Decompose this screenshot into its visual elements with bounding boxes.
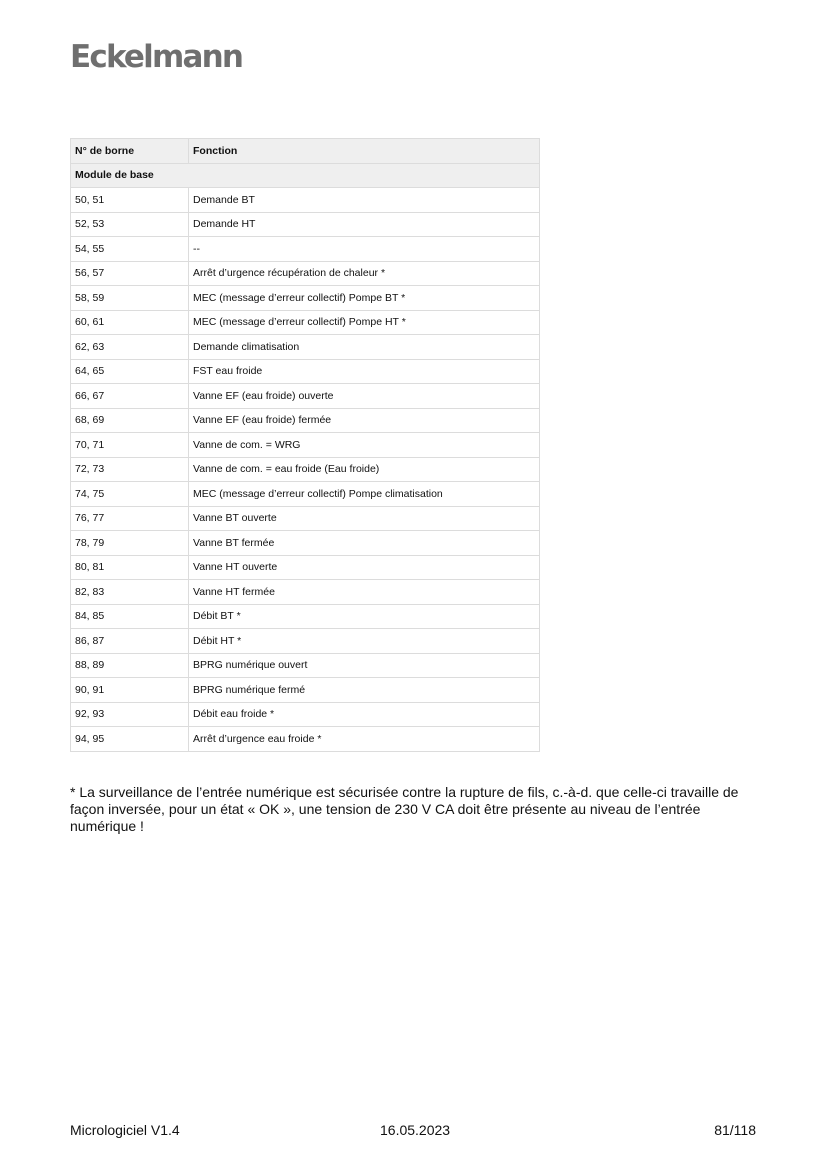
terminal-cell: 72, 73 <box>71 457 189 482</box>
table-body <box>71 163 540 751</box>
function-cell: Demande BT <box>189 188 540 213</box>
table-row <box>71 727 540 752</box>
table-row <box>71 678 540 703</box>
table-row <box>71 188 540 213</box>
function-cell: -- <box>189 237 540 262</box>
function-cell: Vanne HT ouverte <box>189 555 540 580</box>
function-cell: Vanne BT ouverte <box>189 506 540 531</box>
terminal-cell: 58, 59 <box>71 286 189 311</box>
function-cell: Vanne EF (eau froide) fermée <box>189 408 540 433</box>
table-row <box>71 653 540 678</box>
column-header-terminal: N° de borne <box>71 139 189 164</box>
table-row <box>71 310 540 335</box>
footer-date: 16.05.2023 <box>380 1122 451 1138</box>
section-label: Module de base <box>71 163 540 188</box>
terminal-cell: 52, 53 <box>71 212 189 237</box>
terminal-cell: 92, 93 <box>71 702 189 727</box>
function-cell: MEC (message d’erreur collectif) Pompe BT * <box>189 286 540 311</box>
footer-page-number: 81/118 <box>714 1122 756 1138</box>
table-row <box>71 408 540 433</box>
terminal-function-table <box>70 138 540 752</box>
table-row <box>71 604 540 629</box>
footnote: * La surveillance de l’entrée numérique est sécurisée contre la rupture de fils, c.-à-d. que celle-ci travaille de façon inversée, pour un état « OK », une tension de 230 V CA doit être présente au niveau de l’entrée numérique ! <box>70 784 739 834</box>
function-cell: BPRG numérique fermé <box>189 678 540 703</box>
terminal-cell: 54, 55 <box>71 237 189 262</box>
function-cell: Vanne de com. = eau froide (Eau froide) <box>189 457 540 482</box>
footer-firmware-version: Micrologiciel V1.4 <box>70 1122 180 1138</box>
function-cell: Vanne HT fermée <box>189 580 540 605</box>
function-cell: Débit BT * <box>189 604 540 629</box>
terminal-cell: 94, 95 <box>71 727 189 752</box>
terminal-cell: 68, 69 <box>71 408 189 433</box>
terminal-cell: 80, 81 <box>71 555 189 580</box>
table-row <box>71 629 540 654</box>
function-cell: Vanne de com. = WRG <box>189 433 540 458</box>
table-row <box>71 531 540 556</box>
table-row <box>71 286 540 311</box>
terminal-cell: 64, 65 <box>71 359 189 384</box>
function-cell: BPRG numérique ouvert <box>189 653 540 678</box>
function-cell: Demande HT <box>189 212 540 237</box>
terminal-cell: 76, 77 <box>71 506 189 531</box>
terminal-cell: 86, 87 <box>71 629 189 654</box>
function-cell: Vanne EF (eau froide) ouverte <box>189 384 540 409</box>
table-row <box>71 482 540 507</box>
table-row <box>71 335 540 360</box>
table-row <box>71 457 540 482</box>
terminal-cell: 82, 83 <box>71 580 189 605</box>
table-row <box>71 506 540 531</box>
terminal-cell: 60, 61 <box>71 310 189 335</box>
function-cell: Arrêt d’urgence récupération de chaleur * <box>189 261 540 286</box>
column-header-function: Fonction <box>189 139 540 164</box>
table-row <box>71 580 540 605</box>
terminal-cell: 74, 75 <box>71 482 189 507</box>
terminal-cell: 56, 57 <box>71 261 189 286</box>
function-cell: Vanne BT fermée <box>189 531 540 556</box>
terminal-cell: 70, 71 <box>71 433 189 458</box>
terminal-cell: 66, 67 <box>71 384 189 409</box>
table-row <box>71 384 540 409</box>
terminal-cell: 62, 63 <box>71 335 189 360</box>
terminal-cell: 88, 89 <box>71 653 189 678</box>
function-cell: MEC (message d’erreur collectif) Pompe HT * <box>189 310 540 335</box>
table-row <box>71 237 540 262</box>
function-cell: FST eau froide <box>189 359 540 384</box>
terminal-cell: 78, 79 <box>71 531 189 556</box>
table-row <box>71 261 540 286</box>
terminal-cell: 84, 85 <box>71 604 189 629</box>
function-cell: MEC (message d’erreur collectif) Pompe climatisation <box>189 482 540 507</box>
function-cell: Arrêt d’urgence eau froide * <box>189 727 540 752</box>
function-cell: Demande climatisation <box>189 335 540 360</box>
table-row <box>71 359 540 384</box>
table-row <box>71 555 540 580</box>
section-row <box>71 163 540 188</box>
table-row <box>71 433 540 458</box>
terminal-cell: 50, 51 <box>71 188 189 213</box>
table-row <box>71 212 540 237</box>
terminal-cell: 90, 91 <box>71 678 189 703</box>
function-cell: Débit eau froide * <box>189 702 540 727</box>
table-header-row <box>71 139 540 164</box>
table-row <box>71 702 540 727</box>
function-cell: Débit HT * <box>189 629 540 654</box>
brand-logo: Eckelmann <box>70 39 243 75</box>
